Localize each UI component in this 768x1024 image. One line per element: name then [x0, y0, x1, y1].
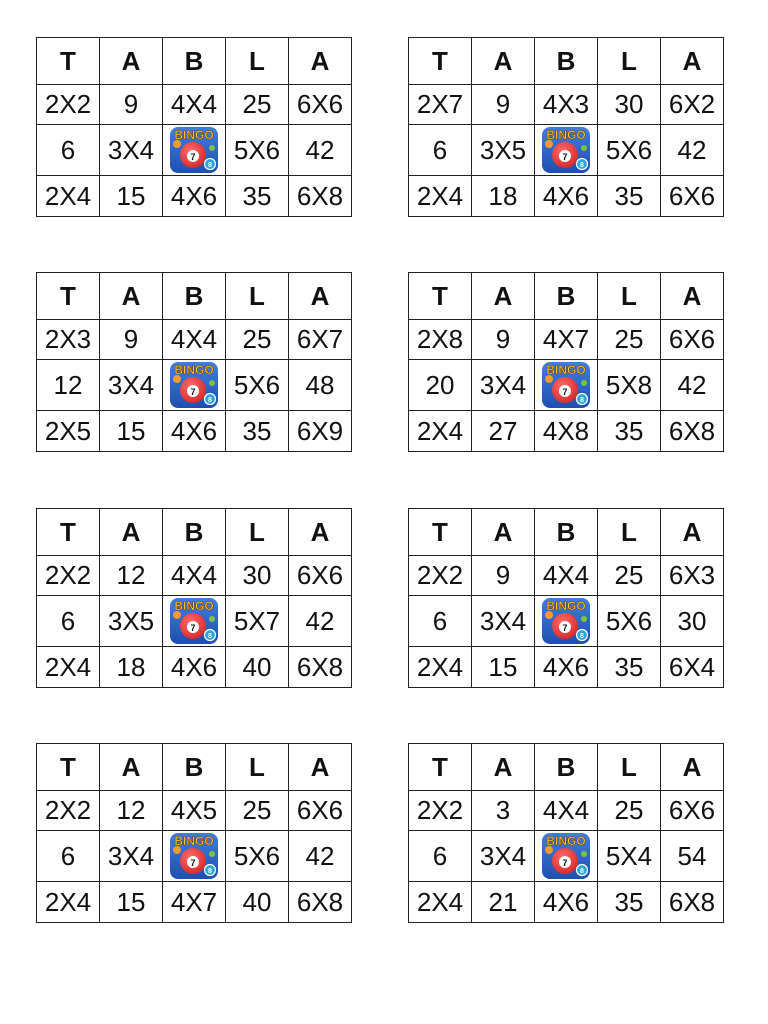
card-header-letter: T: [37, 509, 100, 556]
card-cell: 6X6: [661, 791, 724, 831]
card-row: [409, 411, 724, 452]
card-cell: 42: [661, 360, 724, 411]
card-cell: 3X4: [100, 125, 163, 176]
card-cell: 2X7: [409, 85, 472, 125]
card-cell: 5X6: [598, 596, 661, 647]
free-space-cell: [163, 360, 226, 411]
card-cell: 6X6: [289, 556, 352, 596]
card-header-letter: B: [163, 509, 226, 556]
card-cell: 4X6: [535, 647, 598, 688]
card-cell: 2X4: [409, 647, 472, 688]
svg-text:7: 7: [190, 387, 196, 397]
card-row: [409, 791, 724, 831]
card-cell: 42: [289, 125, 352, 176]
svg-text:BINGO: BINGO: [174, 128, 214, 142]
card-row: [409, 647, 724, 688]
free-space-cell: [163, 596, 226, 647]
card-cell: 9: [100, 85, 163, 125]
card-header-letter: A: [661, 744, 724, 791]
card-cell: 2X3: [37, 320, 100, 360]
free-space-cell: [163, 125, 226, 176]
card-header-letter: A: [100, 273, 163, 320]
svg-text:7: 7: [190, 152, 196, 162]
card-cell: 2X4: [409, 411, 472, 452]
card-cell: 2X8: [409, 320, 472, 360]
card-header-letter: L: [226, 273, 289, 320]
card-cell: 15: [472, 647, 535, 688]
card-cell: 6X6: [289, 85, 352, 125]
card-cell: 15: [100, 411, 163, 452]
card-cell: 9: [472, 556, 535, 596]
card-cell: 18: [472, 176, 535, 217]
svg-text:8: 8: [580, 633, 584, 640]
bingo-logo-icon: [169, 832, 219, 880]
svg-text:BINGO: BINGO: [546, 128, 586, 142]
card-cell: 4X6: [163, 647, 226, 688]
card-row: [37, 320, 352, 360]
card-cell: 3X5: [100, 596, 163, 647]
bingo-logo-icon: [541, 361, 591, 409]
card-cell: 25: [226, 791, 289, 831]
bingo-logo-icon: [169, 597, 219, 645]
card-cell: 2X4: [37, 647, 100, 688]
card-cell: 3X4: [472, 360, 535, 411]
card-row: [409, 125, 724, 176]
card-cell: 2X5: [37, 411, 100, 452]
card-cell: 3X4: [100, 831, 163, 882]
card-header-letter: B: [535, 509, 598, 556]
card-header-letter: L: [226, 509, 289, 556]
svg-text:7: 7: [562, 858, 568, 868]
card-header-row: [409, 273, 724, 320]
card-cell: 9: [472, 85, 535, 125]
bingo-card: [408, 272, 724, 452]
card-header-letter: A: [472, 273, 535, 320]
card-cell: 6X2: [661, 85, 724, 125]
card-cell: 12: [100, 791, 163, 831]
card-cell: 4X4: [163, 320, 226, 360]
card-row: [409, 556, 724, 596]
bingo-logo-icon: [169, 361, 219, 409]
card-header-letter: L: [598, 509, 661, 556]
svg-text:BINGO: BINGO: [174, 834, 214, 848]
bingo-card: [36, 37, 352, 217]
card-cell: 12: [100, 556, 163, 596]
card-cell: 15: [100, 176, 163, 217]
card-cell: 6X7: [289, 320, 352, 360]
card-header-letter: B: [535, 273, 598, 320]
card-header-row: [409, 744, 724, 791]
card-cell: 2X4: [37, 176, 100, 217]
card-cell: 35: [598, 647, 661, 688]
free-space-cell: [535, 831, 598, 882]
card-header-row: [409, 509, 724, 556]
svg-text:BINGO: BINGO: [174, 599, 214, 613]
card-header-letter: A: [661, 509, 724, 556]
card-cell: 5X6: [226, 125, 289, 176]
card-cell: 35: [226, 411, 289, 452]
svg-text:8: 8: [208, 162, 212, 169]
card-header-letter: B: [163, 744, 226, 791]
card-header-letter: L: [598, 38, 661, 85]
card-row: [37, 647, 352, 688]
svg-text:8: 8: [208, 397, 212, 404]
card-cell: 6: [37, 125, 100, 176]
card-cell: 6X8: [661, 882, 724, 923]
card-header-letter: A: [661, 273, 724, 320]
card-cell: 5X7: [226, 596, 289, 647]
card-cell: 2X2: [409, 556, 472, 596]
free-space-cell: [163, 831, 226, 882]
card-cell: 20: [409, 360, 472, 411]
card-cell: 4X6: [163, 411, 226, 452]
card-cell: 35: [598, 411, 661, 452]
bingo-card: [408, 743, 724, 923]
card-header-row: [37, 273, 352, 320]
free-space-cell: [535, 360, 598, 411]
card-cell: 27: [472, 411, 535, 452]
card-cell: 5X6: [226, 831, 289, 882]
svg-text:BINGO: BINGO: [546, 599, 586, 613]
card-header-letter: A: [289, 744, 352, 791]
card-header-letter: A: [289, 38, 352, 85]
card-row: [409, 831, 724, 882]
card-header-letter: T: [37, 38, 100, 85]
card-cell: 30: [598, 85, 661, 125]
card-row: [37, 831, 352, 882]
card-row: [37, 411, 352, 452]
card-cell: 2X2: [37, 791, 100, 831]
card-header-letter: A: [472, 744, 535, 791]
card-header-letter: B: [163, 38, 226, 85]
svg-text:7: 7: [562, 152, 568, 162]
card-cell: 6X8: [289, 647, 352, 688]
card-header-letter: T: [409, 273, 472, 320]
card-cell: 5X6: [226, 360, 289, 411]
card-cell: 4X4: [163, 556, 226, 596]
card-cell: 9: [100, 320, 163, 360]
card-cell: 6X4: [661, 647, 724, 688]
card-cell: 4X8: [535, 411, 598, 452]
card-cell: 42: [661, 125, 724, 176]
card-cell: 42: [289, 596, 352, 647]
bingo-card: [408, 508, 724, 688]
card-header-row: [37, 744, 352, 791]
card-cell: 3: [472, 791, 535, 831]
card-cell: 54: [661, 831, 724, 882]
card-cell: 35: [226, 176, 289, 217]
card-cell: 4X4: [535, 556, 598, 596]
svg-text:7: 7: [190, 623, 196, 633]
card-header-letter: L: [598, 744, 661, 791]
card-row: [409, 596, 724, 647]
svg-text:BINGO: BINGO: [546, 363, 586, 377]
card-row: [409, 320, 724, 360]
card-cell: 4X3: [535, 85, 598, 125]
card-cell: 42: [289, 831, 352, 882]
card-cell: 6: [37, 596, 100, 647]
card-row: [37, 556, 352, 596]
card-header-letter: A: [289, 273, 352, 320]
card-cell: 35: [598, 176, 661, 217]
card-header-letter: B: [163, 273, 226, 320]
card-cell: 40: [226, 882, 289, 923]
card-cell: 12: [37, 360, 100, 411]
bingo-card: [36, 508, 352, 688]
card-header-letter: T: [409, 509, 472, 556]
card-header-letter: T: [37, 273, 100, 320]
card-cell: 6: [37, 831, 100, 882]
card-header-letter: A: [100, 744, 163, 791]
card-header-letter: L: [226, 38, 289, 85]
card-cell: 25: [226, 320, 289, 360]
svg-text:BINGO: BINGO: [174, 363, 214, 377]
card-row: [37, 125, 352, 176]
svg-text:8: 8: [580, 397, 584, 404]
card-cell: 25: [598, 320, 661, 360]
card-cell: 9: [472, 320, 535, 360]
card-cell: 5X8: [598, 360, 661, 411]
card-cell: 6: [409, 125, 472, 176]
card-header-letter: T: [37, 744, 100, 791]
card-row: [37, 596, 352, 647]
card-header-row: [409, 38, 724, 85]
card-cell: 6: [409, 831, 472, 882]
bingo-card: [36, 743, 352, 923]
card-cell: 18: [100, 647, 163, 688]
card-cell: 30: [226, 556, 289, 596]
card-cell: 4X7: [163, 882, 226, 923]
svg-text:BINGO: BINGO: [546, 834, 586, 848]
card-row: [409, 882, 724, 923]
card-header-row: [37, 509, 352, 556]
card-cell: 3X4: [472, 831, 535, 882]
card-row: [409, 85, 724, 125]
card-header-letter: L: [598, 273, 661, 320]
card-cell: 4X6: [535, 882, 598, 923]
card-header-letter: T: [409, 744, 472, 791]
svg-text:8: 8: [580, 868, 584, 875]
card-cell: 6X6: [289, 791, 352, 831]
card-cell: 21: [472, 882, 535, 923]
card-header-row: [37, 38, 352, 85]
card-row: [37, 176, 352, 217]
card-row: [37, 85, 352, 125]
card-cell: 3X4: [472, 596, 535, 647]
card-cell: 6X6: [661, 176, 724, 217]
card-header-letter: T: [409, 38, 472, 85]
card-cell: 30: [661, 596, 724, 647]
card-header-letter: A: [472, 509, 535, 556]
card-cell: 4X5: [163, 791, 226, 831]
svg-text:7: 7: [562, 387, 568, 397]
card-row: [409, 360, 724, 411]
card-cell: 4X4: [535, 791, 598, 831]
card-cell: 4X7: [535, 320, 598, 360]
card-cell: 48: [289, 360, 352, 411]
card-cell: 2X4: [409, 882, 472, 923]
card-header-letter: L: [226, 744, 289, 791]
card-cell: 5X4: [598, 831, 661, 882]
card-cell: 2X2: [37, 85, 100, 125]
svg-text:8: 8: [208, 633, 212, 640]
card-cell: 2X4: [409, 176, 472, 217]
card-cell: 2X4: [37, 882, 100, 923]
card-row: [37, 791, 352, 831]
svg-text:8: 8: [580, 162, 584, 169]
card-cell: 25: [598, 791, 661, 831]
card-header-letter: B: [535, 744, 598, 791]
bingo-logo-icon: [541, 126, 591, 174]
bingo-logo-icon: [541, 832, 591, 880]
card-row: [37, 882, 352, 923]
card-cell: 5X6: [598, 125, 661, 176]
card-cell: 6X6: [661, 320, 724, 360]
card-cell: 25: [598, 556, 661, 596]
card-header-letter: A: [100, 38, 163, 85]
bingo-logo-icon: [169, 126, 219, 174]
card-row: [409, 176, 724, 217]
card-cell: 4X4: [163, 85, 226, 125]
bingo-card: [36, 272, 352, 452]
card-cell: 3X4: [100, 360, 163, 411]
card-cell: 6X9: [289, 411, 352, 452]
free-space-cell: [535, 125, 598, 176]
free-space-cell: [535, 596, 598, 647]
card-header-letter: A: [472, 38, 535, 85]
card-header-letter: A: [289, 509, 352, 556]
card-cell: 6X3: [661, 556, 724, 596]
card-row: [37, 360, 352, 411]
card-cell: 35: [598, 882, 661, 923]
card-cell: 25: [226, 85, 289, 125]
bingo-card: [408, 37, 724, 217]
card-cell: 6X8: [289, 176, 352, 217]
card-cell: 40: [226, 647, 289, 688]
card-cell: 6: [409, 596, 472, 647]
svg-text:7: 7: [562, 623, 568, 633]
card-header-letter: A: [100, 509, 163, 556]
svg-text:8: 8: [208, 868, 212, 875]
card-cell: 4X6: [535, 176, 598, 217]
card-cell: 2X2: [37, 556, 100, 596]
svg-text:7: 7: [190, 858, 196, 868]
bingo-logo-icon: [541, 597, 591, 645]
card-header-letter: A: [661, 38, 724, 85]
card-cell: 6X8: [661, 411, 724, 452]
card-cell: 15: [100, 882, 163, 923]
card-cell: 4X6: [163, 176, 226, 217]
card-header-letter: B: [535, 38, 598, 85]
card-cell: 2X2: [409, 791, 472, 831]
card-cell: 3X5: [472, 125, 535, 176]
card-cell: 6X8: [289, 882, 352, 923]
